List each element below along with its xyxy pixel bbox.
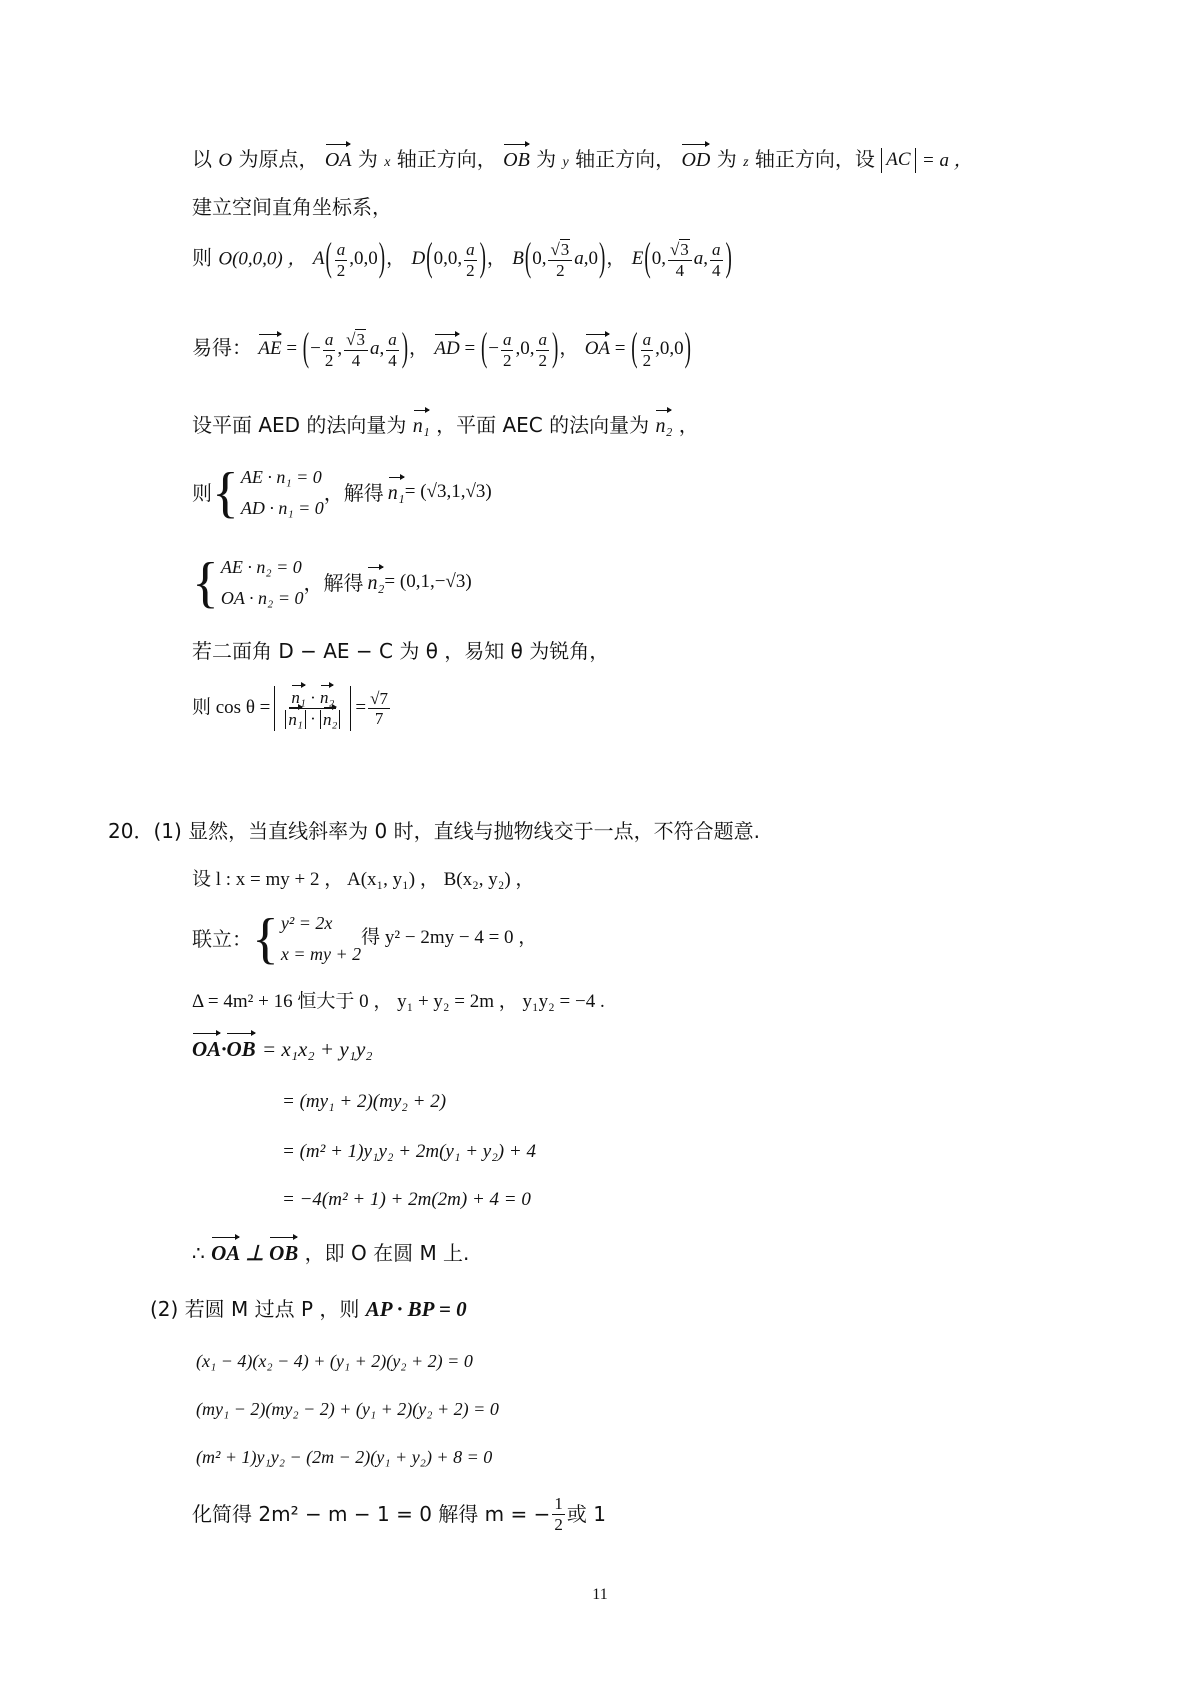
point-b: B(0, $\frac{√3}{2}$ a,0)，: [512, 236, 626, 281]
expansion-step-1: = (my₁ + 2)(my₂ + 2): [282, 1091, 447, 1112]
dot-product-line: OA·OB = x₁x₂ + y₁y₂: [192, 1036, 373, 1063]
system-lianli: 联立： { y² = 2x x = my + 2 得 y² − 2my − 4 = 0 ，: [192, 907, 538, 970]
vector-ae-value: AE = (− $\frac{a}{2}$ , $\frac{√3}{4}$ a, $\frac{a}{4}$ )，: [258, 326, 429, 371]
equation-2: (my₁ − 2)(my₂ − 2) + (y₁ + 2)(y₂ + 2) = 0: [196, 1399, 499, 1419]
q20-part2-intro: (2) 若圆 M 过点 P ，则 AP · BP = 0: [150, 1297, 467, 1321]
point-a: A( $\frac{a}{2}$ ,0,0)，: [312, 236, 406, 281]
q20-part1-intro: 20．(1) 显然，当直线斜率为 0 时，直线与抛物线交于一点，不符合题意.: [108, 819, 760, 843]
vector-ad-value: AD = (− $\frac{a}{2}$ ,0, $\frac{a}{2}$ )，: [434, 326, 579, 371]
cos-result: $\frac{√7}{7}$: [370, 688, 388, 729]
line-definition: 设 l : x = my + 2 ， A(x₁, y₁) ， B(x₂, y₂) ，: [192, 869, 535, 890]
system-n2: { AE · n₂ = 0 OA · n₂ = 0 ，解得 n₂ = (0,1,−√3): [192, 551, 472, 614]
equation-3: (m² + 1)y₁y₂ − (2m − 2)(y₁ + y₂) + 8 = 0: [196, 1447, 493, 1467]
final-answer-line: 化简得 2m² − m − 1 = 0 解得 m = − $\frac{1}{2}$ 或 1: [192, 1494, 606, 1534]
delta-line: Δ = 4m² + 16 恒大于 0 ， y₁ + y₂ = 2m ， y₁y₂ = −4 .: [192, 991, 605, 1012]
expansion-step-2: = (m² + 1)y₁y₂ + 2m(y₁ + y₂) + 4: [282, 1141, 536, 1162]
page-number: 11: [592, 1586, 608, 1603]
vectors-line: 易得： AE = (− $\frac{a}{2}$ , $\frac{√3}{4}$ a, $\frac{a}{4}$ )， AD = (− $\frac{a}{2}$ ,0, $\frac{a}{2}$ )， OA = ( $\frac{a}{2}$ ,0,0): [192, 326, 691, 371]
conclusion-line: ∴ OA ⊥ OB ，即 O 在圆 M 上.: [192, 1240, 469, 1267]
cos-theta-line: 则 cos θ = $\frac{\text{n₁ · n₂}}{\text{n₁ · n₂}}$ = $\frac{√7}{7}$: [192, 686, 392, 731]
coord-setup-line2: 建立空间直角坐标系，: [192, 195, 392, 219]
vector-oa: OA: [324, 149, 352, 171]
point-coordinates: 则 O(0,0,0) ， A( $\frac{a}{2}$ ,0,0)， D(0,0, $\frac{a}{2}$ )， B(0, $\frac{√3}{2}$ a,0)， E(0, $\frac{√3}{4}$ a, $\frac{a}{4}$ ): [192, 236, 732, 281]
vector-od: OD: [681, 149, 711, 171]
abs-ac: AC: [881, 148, 915, 173]
dihedral-angle-line: 若二面角 D − AE − C 为 θ ，易知 θ 为锐角，: [192, 639, 610, 663]
vector-oa-value: OA = ( $\frac{a}{2}$ ,0,0): [584, 326, 691, 371]
point-e: E(0, $\frac{√3}{4}$ a, $\frac{a}{4}$ ): [631, 236, 732, 281]
vector-ob: OB: [503, 149, 530, 171]
equation-1: (x₁ − 4)(x₂ − 4) + (y₁ + 2)(y₂ + 2) = 0: [196, 1351, 473, 1371]
coord-setup-line1: 以 O 为原点， OA 为 x 轴正方向， OB 为 y 轴正方向， OD 为 z 轴正方向，设 AC = a ，: [192, 147, 973, 171]
point-d: D(0,0, $\frac{a}{2}$ )，: [411, 236, 506, 281]
expansion-step-3: = −4(m² + 1) + 2m(2m) + 4 = 0: [282, 1189, 531, 1210]
system-n1: 则 { AE · n₁ = 0 AD · n₁ = 0 ，解得 n₁ = (√3,1,√3): [192, 461, 492, 524]
normal-vectors-line: 设平面 AED 的法向量为 n₁ ，平面 AEC 的法向量为 n₂ ，: [192, 413, 699, 437]
